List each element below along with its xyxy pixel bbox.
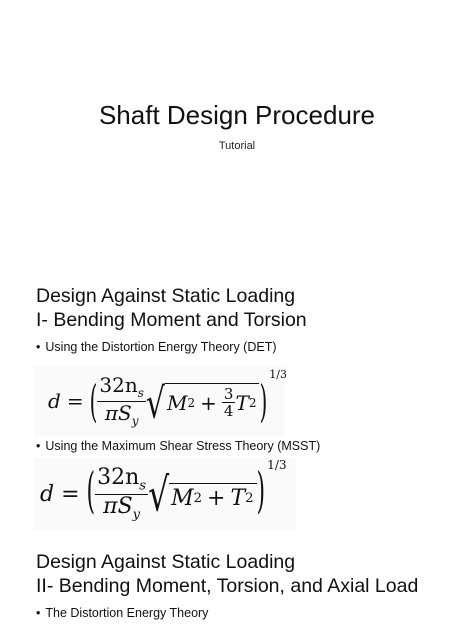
- radical-icon: √: [145, 379, 166, 429]
- formula-det-fraction: [97, 374, 146, 427]
- bullet-dot: •: [36, 340, 41, 354]
- slide-title: [0, 0, 474, 258]
- bullet-dot: •: [36, 439, 41, 453]
- formula-msst-t: T: [230, 485, 246, 511]
- slide-title-heading: Shaft Design Procedure: [98, 100, 376, 130]
- formula-det-m-exp: 2: [187, 395, 196, 410]
- formula-msst-rparen: ): [256, 465, 266, 521]
- bullet-dot: •: [36, 606, 41, 620]
- bullet-det-axial-text: The Distortion Energy Theory: [45, 606, 209, 620]
- formula-msst-den-sub: y: [132, 506, 141, 522]
- formula-msst: [34, 458, 296, 530]
- section-heading-2: [36, 550, 418, 598]
- section-heading-1: [36, 284, 307, 332]
- formula-det-expression: [34, 366, 298, 436]
- formula-det-eq: =: [66, 389, 84, 413]
- formula-det-outer-exp: 1/3: [269, 368, 287, 381]
- bullet-det-axial: [36, 606, 208, 620]
- formula-msst-num: 32n: [97, 464, 140, 490]
- formula-msst-lparen: (: [86, 465, 96, 521]
- formula-det-coef-den: 4: [223, 402, 234, 420]
- formula-msst-m: M: [171, 485, 194, 511]
- formula-det-m: M: [167, 390, 188, 415]
- formula-det-lhs: d: [48, 389, 61, 413]
- formula-msst-expression: [34, 458, 302, 530]
- section-heading-2-line2: II- Bending Moment, Torsion, and Axial Load: [36, 575, 419, 597]
- formula-msst-num-sub: s: [139, 477, 147, 493]
- formula-msst-den: πS: [103, 493, 133, 519]
- section-heading-1-line2: I- Bending Moment and Torsion: [36, 309, 307, 331]
- formula-det-den-sub: y: [131, 413, 139, 428]
- formula-det-num-sub: s: [137, 386, 144, 401]
- slide-subtitle: Tutorial: [218, 140, 256, 152]
- formula-det-num: 32n: [99, 373, 138, 398]
- bullet-det-text: Using the Distortion Energy Theory (DET): [45, 340, 277, 354]
- formula-msst-plus: +: [207, 485, 226, 511]
- bullet-msst: [36, 439, 320, 453]
- formula-det-sqrt: [145, 379, 260, 429]
- formula-det-rparen: ): [259, 374, 268, 428]
- formula-det-coef-num: 3: [223, 384, 234, 403]
- formula-det: [34, 366, 287, 436]
- formula-msst-t-exp: 2: [245, 490, 254, 506]
- bullet-det: [36, 340, 277, 354]
- formula-msst-outer-exp: 1/3: [267, 458, 287, 472]
- bullet-msst-text: Using the Maximum Shear Stress Theory (MSST): [45, 439, 321, 453]
- formula-msst-eq: =: [61, 481, 80, 507]
- formula-det-lparen: (: [89, 374, 98, 428]
- formula-det-t-exp: 2: [248, 395, 257, 410]
- formula-msst-sqrt: [148, 466, 256, 522]
- formula-det-plus: +: [200, 390, 217, 415]
- formula-msst-fraction: [95, 466, 148, 523]
- formula-det-den: πS: [104, 400, 132, 425]
- formula-msst-m-exp: 2: [193, 490, 203, 506]
- section-heading-1-line1: Design Against Static Loading: [36, 285, 296, 307]
- slide-content: [0, 258, 474, 632]
- section-heading-2-line1: Design Against Static Loading: [36, 551, 296, 573]
- radical-icon: √: [148, 466, 170, 522]
- formula-det-t: T: [235, 390, 249, 415]
- formula-msst-lhs: d: [40, 481, 55, 507]
- formula-det-coef: [222, 386, 236, 420]
